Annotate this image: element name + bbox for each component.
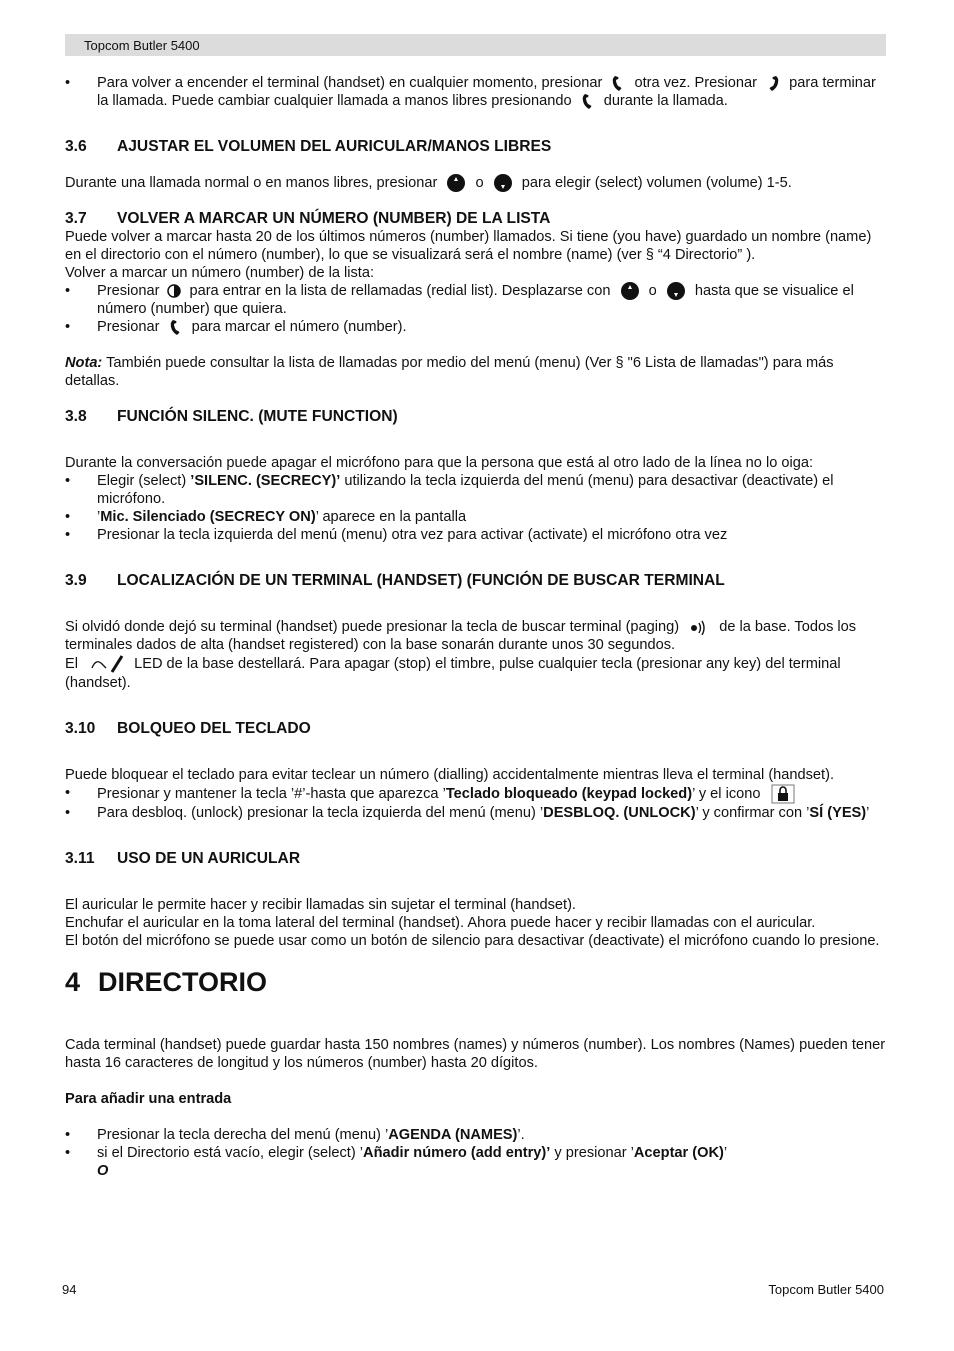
- section-3-6-text: Durante una llamada normal o en manos libres, presionar o para elegir (select) volumen (volume) 1-5.: [65, 175, 792, 191]
- list-item: • Presionar la tecla izquierda del menú (menu) otra vez para activar (activate) el micrófono otra vez: [65, 526, 887, 544]
- list-item: • si el Directorio está vacío, elegir (select) ’Añadir número (add entry)’ y presionar ’Aceptar (OK)’ O: [65, 1144, 887, 1180]
- lock-icon: [771, 784, 795, 804]
- section-3-7-heading: 3.7 VOLVER A MARCAR UN NÚMERO (NUMBER) DE LA LISTA: [65, 210, 551, 228]
- list-item: • ’Mic. Silenciado (SECRECY ON)’ aparece en la pantalla: [65, 508, 887, 526]
- volume-up-icon: [621, 282, 639, 300]
- phone-end-icon: [767, 75, 779, 92]
- list-item: • Presionar la tecla derecha del menú (menu) ’AGENDA (NAMES)’.: [65, 1126, 887, 1144]
- paging-icon: [689, 619, 709, 635]
- page-number: 94: [62, 1282, 77, 1297]
- section-3-9-p2: El LED de la base destellará. Para apagar (stop) el timbre, pulse cualquier tecla (presionar any key) del terminal (handset).: [65, 656, 841, 692]
- footer-brand: Topcom Butler 5400: [768, 1282, 884, 1297]
- phone-talk-icon: [170, 319, 182, 336]
- redial-icon: [165, 284, 183, 298]
- volume-down-icon: [494, 174, 512, 192]
- intro-bullet: • Para volver a encender el terminal (handset) en cualquier momento, presionar otra vez. Presionar para terminar la llamada. Puede cambiar cualquier llamada a manos libres presionando durante la llamada.: [65, 74, 887, 110]
- volume-down-icon: [667, 282, 685, 300]
- led-icon: [88, 654, 124, 674]
- phone-talk-icon: [612, 75, 624, 92]
- phone-talk-icon: [582, 93, 594, 110]
- page-header: [65, 34, 886, 56]
- section-3-10-p1: Puede bloquear el teclado para evitar teclear un número (dialling) accidentalmente mientras lleva el terminal (handset).: [65, 767, 835, 784]
- list-item: • Presionar y mantener la tecla ’#’-hasta que aparezca ’Teclado bloqueado (keypad locked)’ y el icono: [65, 784, 887, 804]
- section-3-7-p2: Volver a marcar un número (number) de la lista:: [65, 265, 375, 282]
- list-item: • Para desbloq. (unlock) presionar la tecla izquierda del menú (menu) ’DESBLOQ. (UNLOCK)’ y confirmar con ’SÍ (YES)’: [65, 804, 887, 822]
- header-title: Topcom Butler 5400: [84, 38, 200, 53]
- chapter-4-heading: 4 DIRECTORIO: [65, 967, 268, 998]
- section-3-6-heading: 3.6 AJUSTAR EL VOLUMEN DEL AURICULAR/MANOS LIBRES: [65, 138, 552, 155]
- section-3-8-heading: 3.8 FUNCIÓN SILENC. (MUTE FUNCTION): [65, 408, 398, 426]
- section-3-11-heading: 3.11 USO DE UN AURICULAR: [65, 850, 301, 868]
- note: Nota: También puede consultar la lista de llamadas por medio del menú (menu) (Ver § "6 Lista de llamadas") para más detallas.: [65, 355, 834, 390]
- list-item: • Presionar para entrar en la lista de rellamadas (redial list). Desplazarse con o hasta que se visualice el número (number) que quiera.: [65, 282, 887, 318]
- list-item: • Elegir (select) ’SILENC. (SECRECY)’ utilizando la tecla izquierda del menú (menu) para desactivar (deactivate) el micrófono.: [65, 472, 887, 508]
- page-content: [65, 74, 887, 1180]
- chapter-4-p1: Cada terminal (handset) puede guardar hasta 150 nombres (names) y números (number). Los nombres (Names) pueden tener hasta 16 caracteres de longitud y los números (number) hasta 20 dígitos.: [65, 1037, 886, 1072]
- section-3-7-p1: Puede volver a marcar hasta 20 de los últimos números (number) llamados. Si tiene (you have) guardado un nombre (name) en el directorio con el número (number), lo que se visualizará será el nombre (name) (ver § “4 Directorio” ).: [65, 229, 872, 264]
- section-3-9-heading: 3.9 LOCALIZACIÓN DE UN TERMINAL (HANDSET) (FUNCIÓN DE BUSCAR TERMINAL: [65, 572, 725, 590]
- section-3-11-l3: El botón del micrófono se puede usar como un botón de silencio para desactivar (deactivate) el micrófono cuando lo presione.: [65, 933, 880, 950]
- section-3-10-heading: 3.10 BOLQUEO DEL TECLADO: [65, 720, 311, 738]
- section-3-11-l1: El auricular le permite hacer y recibir llamadas sin sujetar el terminal (handset).: [65, 897, 576, 914]
- section-3-9-p1: Si olvidó donde dejó su terminal (handset) puede presionar la tecla de buscar terminal (paging) de la base. Todos los terminales dados de alta (handset registered) con la base sonarán durante unos 30 segundos.: [65, 619, 857, 654]
- section-3-8-p1: Durante la conversación puede apagar el micrófono para que la persona que está al otro lado de la línea no lo oiga:: [65, 455, 814, 472]
- volume-up-icon: [447, 174, 465, 192]
- subheading: Para añadir una entrada: [65, 1091, 232, 1108]
- section-3-11-l2: Enchufar el auricular en la toma lateral del terminal (handset). Ahora puede hacer y recibir llamadas con el auricular.: [65, 915, 816, 932]
- list-item: • Presionar para marcar el número (number).: [65, 318, 887, 336]
